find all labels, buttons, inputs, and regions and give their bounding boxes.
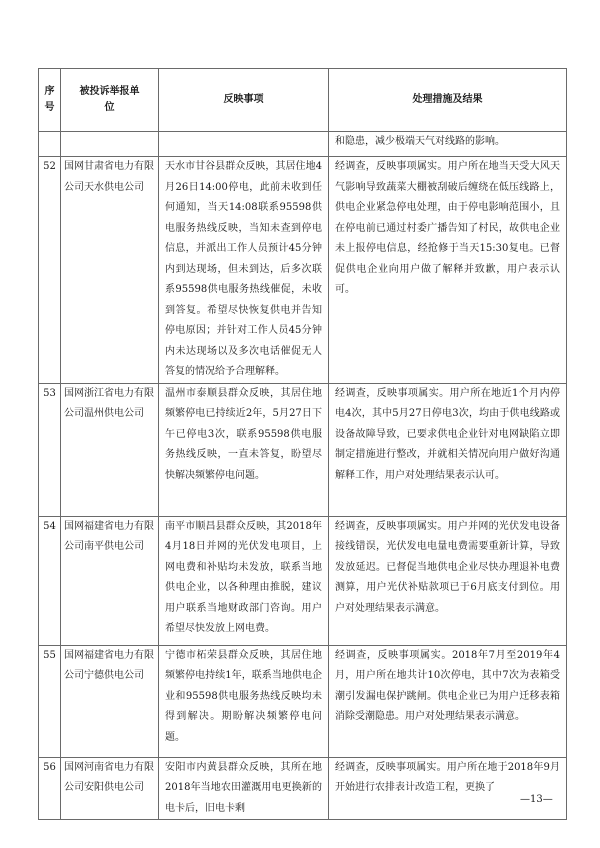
- cell-result: 和隐患，减少极端天气对线路的影响。: [329, 132, 567, 157]
- cell-unit: 国网福建省电力有限公司南平供电公司: [61, 516, 159, 645]
- page-number: —13—: [520, 794, 553, 805]
- table-row: [39, 757, 567, 820]
- cell-unit: [61, 132, 159, 157]
- cell-unit: 国网甘肃省电力有限公司天水供电公司: [61, 157, 159, 384]
- cell-result: 经调查，反映事项属实。用户所在地近1个月内停电4次，其中5月27日停电3次，均由于供电线路或设备故障导致，已要求供电企业针对电网缺陷立即制定措施进行整改，并就相关情况向用户做好沟通解释工作，用户对处理结果表示认可。: [329, 383, 567, 516]
- cell-result: 经调查，反映事项属实。用户所在地于2018年9月开始进行农排表计改造工程，更换了: [329, 757, 567, 820]
- cell-matter: 温州市泰顺县群众反映，其居住地频繁停电已持续近2年，5月27日下午已停电3次，联系95598供电服务热线反映，一直未答复，盼望尽快解决频繁停电问题。: [159, 383, 329, 516]
- cell-result: 经调查，反映事项属实。用户所在地当天受大风天气影响导致蔬菜大棚被刮破后缠绕在低压线路上，供电企业紧急停电处理，由于停电影响范围小，且在停电前已通过村委广播告知了村民，故供电企业未上报停电信息，经抢修于当天15:30复电。已督促供电企业向用户做了解释并致歉，用户表示认可。: [329, 157, 567, 384]
- complaints-table: [38, 68, 567, 820]
- cell-matter: 安阳市内黄县群众反映，其所在地2018年当地农田灌溉用电更换新的电卡后，旧电卡剩: [159, 757, 329, 820]
- cell-no: 54: [39, 516, 61, 645]
- table-row: [39, 645, 567, 757]
- table-header-row: [39, 69, 567, 132]
- table-row: [39, 516, 567, 645]
- header-result: 处理措施及结果: [329, 69, 567, 132]
- cell-matter: 天水市甘谷县群众反映，其居住地4月26日14:00停电，此前未收到任何通知，当天14:08联系95598供电服务热线反映，当知未查到停电信息，并派出工作人员预计45分钟内到达现场，但未到达，后多次联系95598供电服务热线催促，未收到答复。希望尽快恢复供电并告知停电原因；并针对工作人员45分钟内未达现场以及多次电话催促无人答复的情况给予合理解释。: [159, 157, 329, 384]
- cell-result: 经调查，反映事项属实。2018年7月至2019年4月，用户所在地共计10次停电，其中7次为表箱受潮引发漏电保护跳闸。供电企业已为用户迁移表箱消除受潮隐患。用户对处理结果表示满意。: [329, 645, 567, 757]
- cell-matter: 宁德市柘荣县群众反映，其居住地频繁停电持续1年，联系当地供电企业和95598供电服务热线反映均未得到解决。期盼解决频繁停电问题。: [159, 645, 329, 757]
- cell-unit: 国网福建省电力有限公司宁德供电公司: [61, 645, 159, 757]
- cell-unit: 国网浙江省电力有限公司温州供电公司: [61, 383, 159, 516]
- cell-no: 52: [39, 157, 61, 384]
- cell-unit: 国网河南省电力有限公司安阳供电公司: [61, 757, 159, 820]
- cell-result: 经调查，反映事项属实。用户并网的光伏发电设备接线错误，光伏发电电量电费需要重新计算，导致发放延迟。已督促当地供电企业尽快办理退补电费测算，用户光伏补贴款项已于6月底支付到位。用户对处理结果表示满意。: [329, 516, 567, 645]
- table-row: [39, 383, 567, 516]
- cell-no: 56: [39, 757, 61, 820]
- header-matter: 反映事项: [159, 69, 329, 132]
- document-page: [38, 68, 566, 820]
- cell-matter: [159, 132, 329, 157]
- cell-no: 55: [39, 645, 61, 757]
- cell-no: 53: [39, 383, 61, 516]
- table-row: [39, 157, 567, 384]
- header-no: 序号: [39, 69, 61, 132]
- table-row-continuation: [39, 132, 567, 157]
- cell-no: [39, 132, 61, 157]
- header-unit: 被投诉举报单位: [61, 69, 159, 132]
- cell-matter: 南平市顺昌县群众反映，其2018年4月18日并网的光伏发电项目，上网电费和补贴均未发放，联系当地供电企业，以各种理由推脱，建议用户联系当地财政部门咨询。用户希望尽快发放上网电费。: [159, 516, 329, 645]
